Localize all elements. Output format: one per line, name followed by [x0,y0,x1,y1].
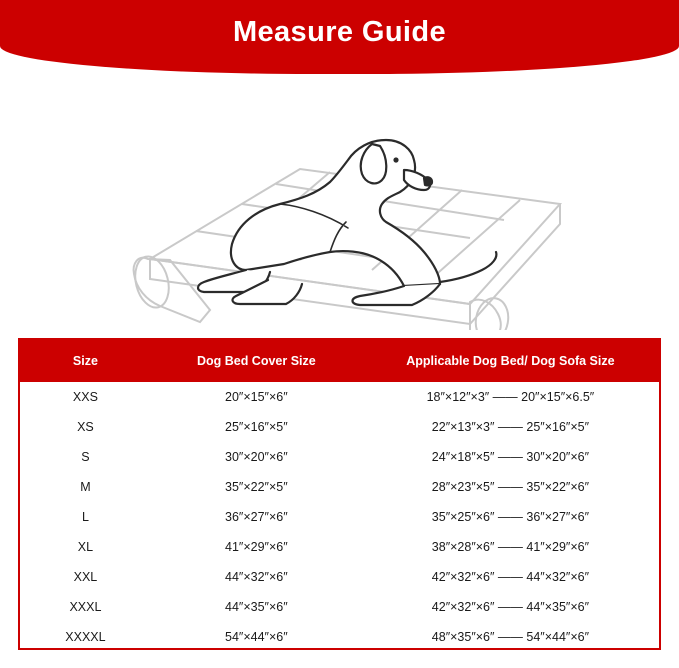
cell-applicable-size: 18″×12″×3″ —— 20″×15″×6.5″ [426,390,595,404]
cell-cover-size: 35″×22″×5″ [225,480,288,494]
cell-applicable-size: 28″×23″×5″ —— 35″×22″×6″ [431,480,590,494]
size-table-container [18,338,661,650]
cell-applicable-size: 35″×25″×6″ —— 36″×27″×6″ [431,510,590,524]
table-row [20,592,659,622]
table-body [20,382,659,652]
table-header [20,340,659,382]
dog-on-bed-illustration [0,74,679,330]
table-row [20,412,659,442]
cell-cover-size: 30″×20″×6″ [225,450,288,464]
cell-size: S [81,450,90,464]
cell-cover-size: 36″×27″×6″ [225,510,288,524]
table-row [20,622,659,652]
table-header-row [20,340,659,382]
column-header-cover-size: Dog Bed Cover Size [151,340,362,382]
table-row [20,502,659,532]
column-header-applicable-size: Applicable Dog Bed/ Dog Sofa Size [362,340,659,382]
cell-size: XS [77,420,94,434]
cell-cover-size: 25″×16″×5″ [225,420,288,434]
cell-cover-size: 44″×32″×6″ [225,570,288,584]
cell-size: XXXL [69,600,102,614]
table-row [20,442,659,472]
cell-cover-size: 44″×35″×6″ [225,600,288,614]
cell-size: L [81,510,89,524]
cell-cover-size: 41″×29″×6″ [225,540,288,554]
size-table [20,340,659,652]
column-header-size: Size [20,340,151,382]
cell-size: XXL [73,570,98,584]
table-row [20,532,659,562]
page-title: Measure Guide [232,16,447,48]
cell-applicable-size: 42″×32″×6″ —— 44″×35″×6″ [431,600,590,614]
cell-size: XL [77,540,94,554]
table-row [20,472,659,502]
cell-size: XXS [72,390,98,404]
cell-cover-size: 54″×44″×6″ [225,630,288,644]
cell-size: XXXXL [65,630,106,644]
cell-applicable-size: 42″×32″×6″ —— 44″×32″×6″ [431,570,590,584]
cell-size: M [80,480,91,494]
header-banner [0,0,679,74]
table-row [20,562,659,592]
cell-cover-size: 20″×15″×6″ [225,390,288,404]
cell-applicable-size: 48″×35″×6″ —— 54″×44″×6″ [431,630,590,644]
cell-applicable-size: 38″×28″×6″ —— 41″×29″×6″ [431,540,590,554]
table-row [20,382,659,412]
cell-applicable-size: 24″×18″×5″ —— 30″×20″×6″ [431,450,590,464]
cell-applicable-size: 22″×13″×3″ —— 25″×16″×5″ [431,420,590,434]
